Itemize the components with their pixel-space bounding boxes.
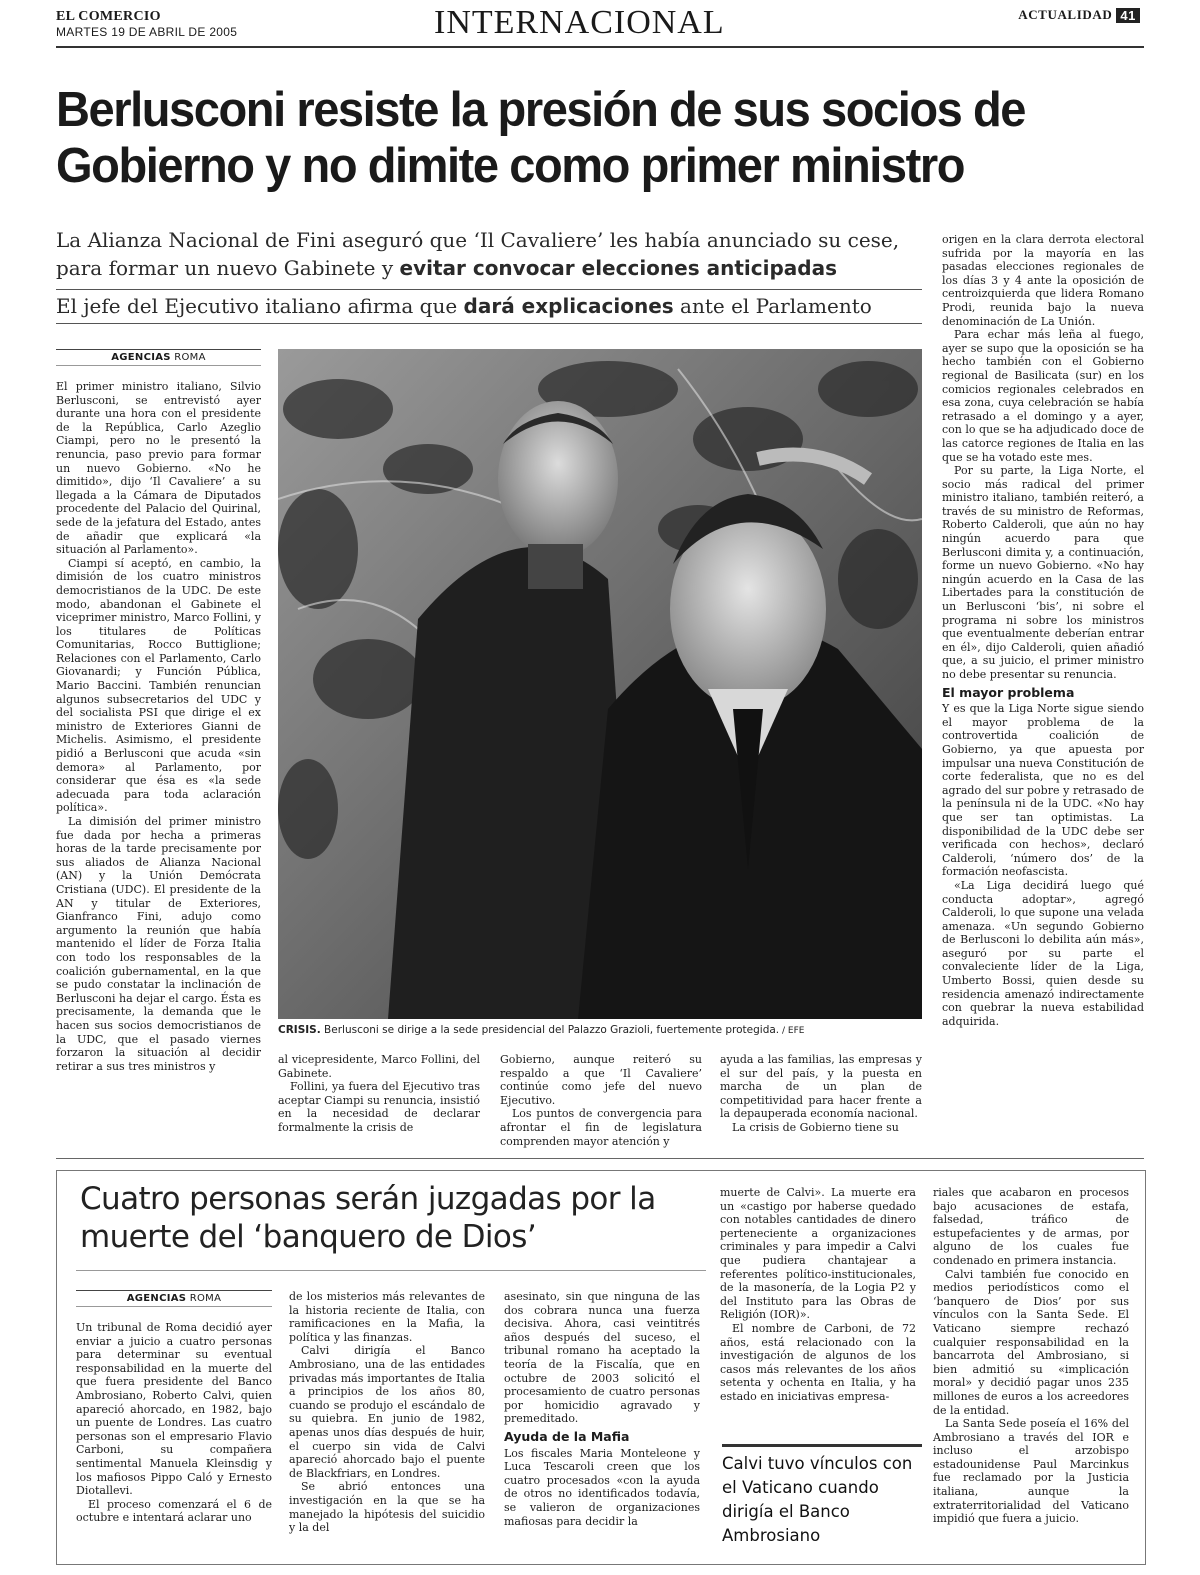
article-column-3 <box>500 1053 702 1148</box>
deck-secondary <box>56 292 926 320</box>
paragraph: riales que acabaron en procesos bajo acusaciones de estafa, falsedad, tráfico de estupefacientes y de armas, por alguno de los cuales fue condenado en primera instancia. <box>933 1186 1129 1267</box>
paragraph: Calvi dirigía el Banco Ambrosiano, una de las entidades privadas más importantes de Italia a principios de los años 80, cuando se produjo el escándalo de su quiebra. En junio de 1982, apenas unos días después de huir, el cuerpo sin vida de Calvi apareció ahorcado bajo el puente de Blackfriars, en Londres. <box>289 1344 485 1480</box>
paragraph: La crisis de Gobierno tiene su <box>732 1120 899 1134</box>
paragraph: El primer ministro italiano, Silvio Berlusconi, se entrevistó ayer durante una hora con el presidente de la República, Carlo Azeglio Ciampi, pero no le presentó la renuncia, paso previo para formar un nuevo Gobierno. «No he dimitido», dijo ‘Il Cavaliere’ a su llegada a la Cámara de Diputados procedente del Palacio del Quirinal, sede de la jefatura del Estado, antes de añadir que explicará «la situación al Parlamento». <box>56 380 261 557</box>
newspaper-name: EL COMERCIO <box>56 9 161 24</box>
issue-date: MARTES 19 DE ABRIL DE 2005 <box>56 25 238 39</box>
deck-divider-bottom <box>56 323 922 324</box>
byline <box>56 349 261 366</box>
paragraph: La dimisión del primer ministro fue dada por hecha a primeras horas de la tarde precisamente por sus aliados de Alianza Nacional (AN) y la Unión Demócrata Cristiana (UDC). El presidente de la AN y titular de Exteriores, Gianfranco Fini, adujo como argumento la reunión que había mantenido el líder de Forza Italia con todo los responsables de la coalición gubernamental, en la que se pudo constatar la inclinación de Berlusconi ha dejar el cargo. Ésta es precisamente, la demanda que le hacen sus socios democristianos de la UDC, que el pasado viernes forzaron la situación al decidir retirar a sus tres ministros y <box>56 815 261 1073</box>
paragraph: Ciampi sí aceptó, en cambio, la dimisión de los cuatro ministros democristianos de la UDC. De este modo, abandonan el Gabinete el viceprimer ministro, Marco Follini, y los titulares de Políticas Comunitarias, Rocco Buttiglione; Relaciones con el Parlamento, Carlo Giovanardi; y Función Pública, Mario Baccini. También renuncian algunos subsecretarios del UDC y del socialista PSI que dirige el ex ministro de Exteriores Gianni de Michelis. Asimismo, el presidente pidió a Berlusconi que acuda «sin demora» al Parlamento, por considerar que ésa es «la sede adecuada para toda aclaración política». <box>56 556 261 815</box>
paragraph: origen en la clara derrota electoral sufrida por la mayoría en las pasadas elecciones regionales de los días 3 y 4 ante la oposición de centroizquierda que lidera Romano Prodi, reunida bajo la nueva denominación de La Unión. <box>942 233 1144 328</box>
caption-label: CRISIS. <box>278 1024 321 1036</box>
paragraph: «La Liga decidirá luego qué conducta adoptar», agregó Calderoli, lo que supone una velada amenaza. «Un segundo Gobierno de Berlusconi lo debilita aún más», aseguró por su parte el convaleciente líder de la Liga, Umberto Bossi, quien desde su residencia amenazó indirectamente con quebrar la nueva estabilidad adquirida. <box>942 878 1144 1028</box>
second-column-3 <box>504 1290 700 1528</box>
paragraph: de los misterios más relevantes de la historia reciente de Italia, con ramificaciones en la Mafia, la política y las finanzas. <box>289 1290 485 1344</box>
paragraph: Un tribunal de Roma decidió ayer enviar a juicio a cuatro personas para determinar su eventual responsabilidad en la muerte del que fuera presidente del Banco Ambrosiano, Roberto Calvi, quien apareció ahorcado, en 1982, bajo un puente de Londres. Las cuatro personas son el empresario Flavio Carboni, su compañera sentimental Manuela Kleinsdig y los mafiosos Pippo Caló y Ernesto Diotallevi. <box>76 1321 272 1498</box>
byline-city: ROMA <box>174 352 206 363</box>
second-column-5 <box>933 1186 1129 1526</box>
byline-agency: AGENCIAS <box>126 1293 187 1304</box>
news-photo <box>278 349 922 1019</box>
paragraph: Follini, ya fuera del Ejecutivo tras aceptar Ciampi su renuncia, insistió en la necesidad de declarar formalmente la crisis de <box>278 1080 480 1134</box>
article-column-2 <box>278 1053 480 1135</box>
photo-caption <box>278 1024 938 1036</box>
paragraph: al vicepresidente, Marco Follini, del Gabinete. <box>278 1053 480 1080</box>
section-title: INTERNACIONAL <box>434 4 725 41</box>
photo-berlusconi-bodyguard <box>278 349 922 1019</box>
article-column-4 <box>720 1053 922 1135</box>
paragraph: ayuda a las familias, las empresas y el sur del país, y la puesta en marcha de un plan de competitividad para hacer frente a la depauperada economía nacional. <box>720 1053 922 1121</box>
deck-secondary-text: El jefe del Ejecutivo italiano afirma que <box>56 294 464 318</box>
deck-primary-bold: evitar convocar elecciones anticipadas <box>399 256 837 280</box>
deck-primary-text: La Alianza Nacional de Fini aseguró que ‘Il Cavaliere’ les había anunciado su cese, para formar un nuevo Gabinete y <box>56 228 900 280</box>
paragraph: asesinato, sin que ninguna de las dos cobrara nunca una fuerza decisiva. Ahora, casi veintitrés años después del suceso, el tribunal romano ha aceptado la teoría de la Fiscalía, que en octubre de 2003 solicitó el procesamiento de cuatro personas por homicidio agravado y premeditado. <box>504 1290 700 1426</box>
page-number: 41 <box>1116 8 1140 23</box>
paragraph: muerte de Calvi». La muerte era un «castigo por haberse quedado con notables cantidades de dinero perteneciente a organizaciones criminales y para impedir a Calvi que pudiera chantajear a referentes político-institucionales, de la masonería, de la Logia P2 y del Instituto para las Obras de Religión (IOR)». <box>720 1186 916 1322</box>
column-text <box>76 1321 272 1525</box>
paragraph: Los fiscales Maria Monteleone y Luca Tescaroli creen que los cuatro procesados «con la ayuda de otros no identificados todavía, se valieron de organizaciones mafiosas para decidir la <box>504 1446 700 1528</box>
article-separator <box>56 1158 1144 1159</box>
article-column-5 <box>942 233 1144 1028</box>
paragraph: Por su parte, la Liga Norte, el socio más radical del primer ministro italiano, también reiteró, a través de su ministro de Reformas, Roberto Calderoli, que aún no hay ningún acuerdo para que Berlusconi dimita y, a continuación, forme un nuevo Gobierno. «No hay ningún acuerdo en la Casa de las Libertades para la constitución de un Berlusconi ‘bis’, ni sobre el programa ni sobre los ministros que eventualmente deberían entrar en él», dijo Calderoli, quien añadió que, a su juicio, el primer ministro no debe presentar su renuncia. <box>942 464 1144 681</box>
second-column-1 <box>76 1290 272 1525</box>
header-rule <box>56 46 1144 48</box>
subsection-label: ACTUALIDAD <box>1018 7 1113 22</box>
paragraph: La Santa Sede poseía el 16% del Ambrosiano a través del IOR e incluso el arzobispo estadounidense Paul Marcinkus fue reclamado por la Justicia italiana, aunque la extraterritorialidad del Vaticano impidió que fuera a juicio. <box>933 1417 1129 1526</box>
caption-credit: / EFE <box>779 1026 805 1036</box>
paragraph: El nombre de Carboni, de 72 años, está relacionado con la investigación de algunos de los casos más relevantes de los años setenta y ochenta en Italia, y ha estado en iniciativas empresa- <box>720 1321 916 1403</box>
deck-secondary-bold: dará explicaciones <box>463 294 674 318</box>
byline-agency: AGENCIAS <box>111 352 171 363</box>
second-column-4 <box>720 1186 916 1404</box>
pull-quote: Calvi tuvo vínculos con el Vaticano cuando dirigía el Banco Ambrosiano <box>722 1444 922 1548</box>
subheading: Ayuda de la Mafia <box>504 1428 630 1444</box>
column-text <box>56 380 261 1073</box>
page-marker <box>1018 7 1140 23</box>
deck-divider <box>56 289 922 290</box>
second-headline-rule <box>76 1270 706 1271</box>
paragraph: Se abrió entonces una investigación en la que se ha manejado la hipótesis del suicidio y la del <box>289 1480 485 1535</box>
paragraph: Calvi también fue conocido en medios periodísticos como el ‘banquero de Dios’ por sus vínculos con la Santa Sede. El Vaticano siempre rechazó cualquier responsabilidad en la bancarrota del Ambrosiano, si bien admitió su «implicación moral» y decidió pagar unos 235 millones de euros a los acreedores de la entidad. <box>933 1267 1129 1417</box>
deck-secondary-tail: ante el Parlamento <box>673 294 872 318</box>
byline-city: ROMA <box>189 1293 222 1304</box>
main-headline: Berlusconi resiste la presión de sus socios de Gobierno y no dimite como primer ministro <box>56 83 1026 193</box>
paragraph: Gobierno, aunque reiteró su respaldo a que ‘Il Cavaliere’ continúe como jefe del nuevo Ejecutivo. <box>500 1053 702 1107</box>
second-column-2 <box>289 1290 485 1535</box>
paragraph: Los puntos de convergencia para afrontar el fin de legislatura comprenden mayor atención y <box>500 1107 702 1148</box>
deck-primary <box>56 226 926 282</box>
second-byline <box>76 1290 272 1307</box>
second-headline: Cuatro personas serán juzgadas por la muerte del ‘banquero de Dios’ <box>80 1181 656 1255</box>
paragraph: Y es que la Liga Norte sigue siendo el mayor problema de la controvertida coalición de Gobierno, ya que apuesta por impulsar una nueva Constitución de corte federalista, que no es del agrado del sur pobre y retrasado de la península ni de la UDC. «No hay que ser tan optimistas. La disponibilidad de la UDC debe ser verificada con hechos», declaró Calderoli, ‘número dos’ de la formación neofascista. <box>942 702 1144 879</box>
paragraph: Para echar más leña al fuego, ayer se supo que la oposición se ha hecho también con el Gobierno regional de Basilicata (sur) en los comicios regionales celebrados en esa zona, cuya celebración se había retrasado a el domingo y a ayer, con lo que se ha adjudicado doce de las catorce regiones de Italia en las que se ha votado este mes. <box>942 328 1144 464</box>
article-column-1 <box>56 349 261 1073</box>
subheading: El mayor problema <box>942 684 1075 700</box>
caption-text: Berlusconi se dirige a la sede presidencial del Palazzo Grazioli, fuertemente protegida. <box>320 1024 780 1036</box>
paragraph: El proceso comenzará el 6 de octubre e intentará aclarar uno <box>76 1497 272 1525</box>
